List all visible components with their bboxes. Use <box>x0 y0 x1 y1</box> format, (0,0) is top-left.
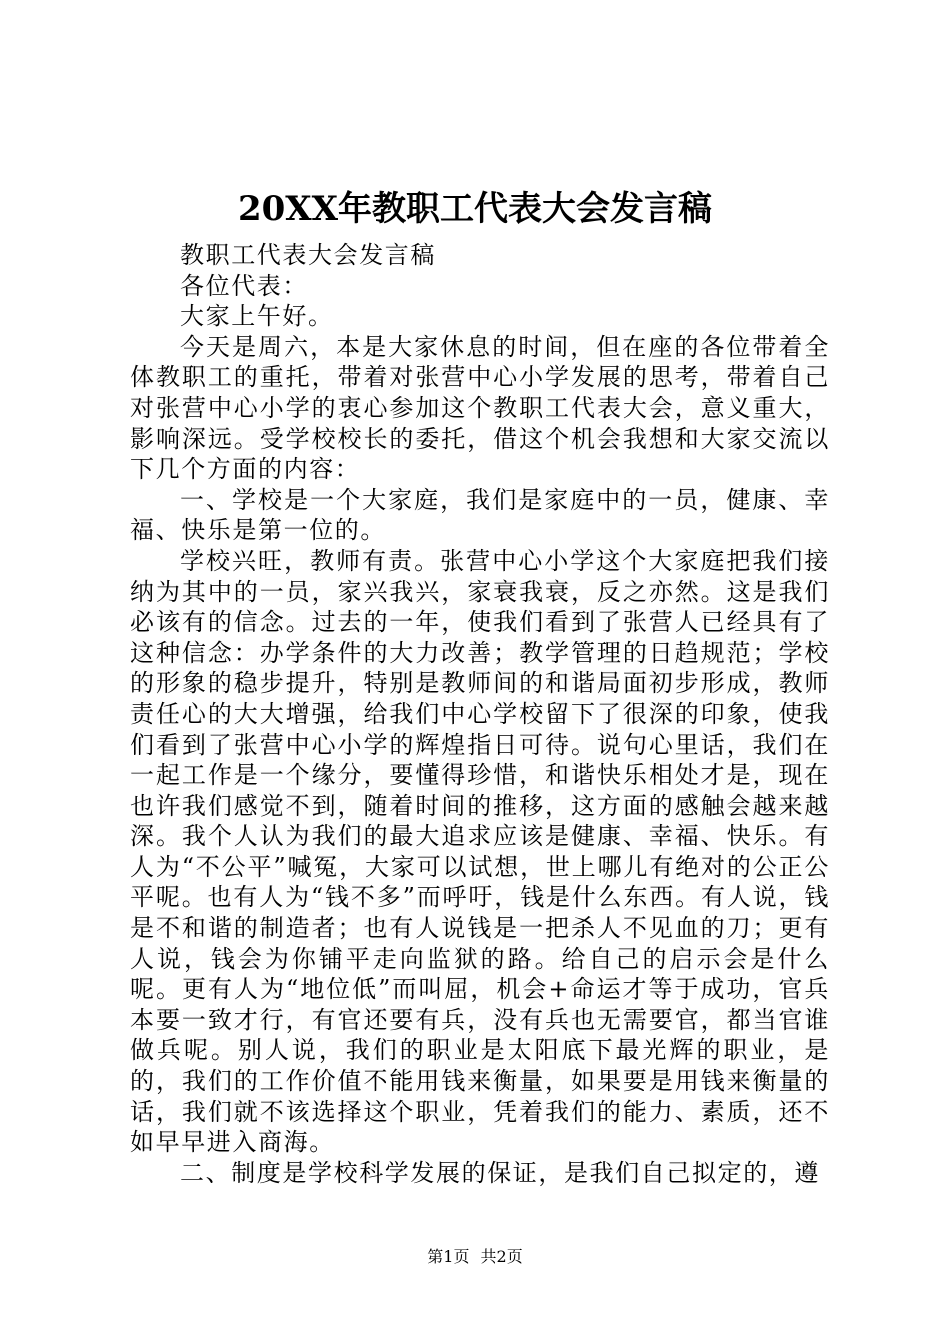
document-body <box>130 240 830 1188</box>
paragraph: 教职工代表大会发言稿 <box>180 241 436 269</box>
paragraph: 学校兴旺，教师有责。张营中心小学这个大家庭把我们接纳为其中的一员，家兴我兴，家衰我衰，反之亦然。这是我们必该有的信念。过去的一年，使我们看到了张营人已经具有了这种信念：办学条件的大力改善；教学管理的日趋规范；学校的形象的稳步提升，特别是教师间的和谐局面初步形成，教师责任心的大大增强，给我们中心学校留下了很深的印象，使我们看到了张营中心小学的辉煌指日可待。说句心里话，我们在一起工作是一个缘分，要懂得珍惜，和谐快乐相处才是，现在也许我们感觉不到，随着时间的推移，这方面的感触会越来越深。我个人认为我们的最大追求应该是健康、幸福、快乐。有人为“不公平”喊冤，大家可以试想，世上哪儿有绝对的公正公平呢。也有人为“钱不多”而呼吁，钱是什么东西。有人说，钱是不和谐的制造者；也有人说钱是一把杀人不见血的刀；更有人说，钱会为你铺平走向监狱的路。给自己的启示会是什么呢。更有人为“地位低”而叫屈，机会+命运才等于成功，官兵本要一致才行，有官还要有兵，没有兵也无需要官，都当官谁做兵呢。别人说，我们的职业是太阳底下最光辉的职业，是的，我们的工作价值不能用钱来衡量，如果要是用钱来衡量的话，我们就不该选择这个职业，凭着我们的能力、素质，还不如早早进入商海。 <box>130 546 830 1157</box>
page-footer <box>0 1244 950 1267</box>
paragraph: 一、学校是一个大家庭，我们是家庭中的一员，健康、幸福、快乐是第一位的。 <box>130 485 830 545</box>
page-total: 共2页 <box>480 1247 523 1266</box>
paragraph: 今天是周六，本是大家休息的时间，但在座的各位带着全体教职工的重托，带着对张营中心小学发展的思考，带着自己对张营中心小学的衷心参加这个教职工代表大会，意义重大，影响深远。受学校校长的委托，借这个机会我想和大家交流以下几个方面的内容： <box>130 332 830 484</box>
document-title: 20XX年教职工代表大会发言稿 <box>237 189 713 229</box>
paragraph: 大家上午好。 <box>180 302 334 331</box>
paragraph: 各位代表： <box>180 271 308 300</box>
page-number: 第1页 <box>427 1247 470 1266</box>
paragraph: 二、制度是学校科学发展的保证，是我们自己拟定的，遵 <box>180 1158 820 1187</box>
